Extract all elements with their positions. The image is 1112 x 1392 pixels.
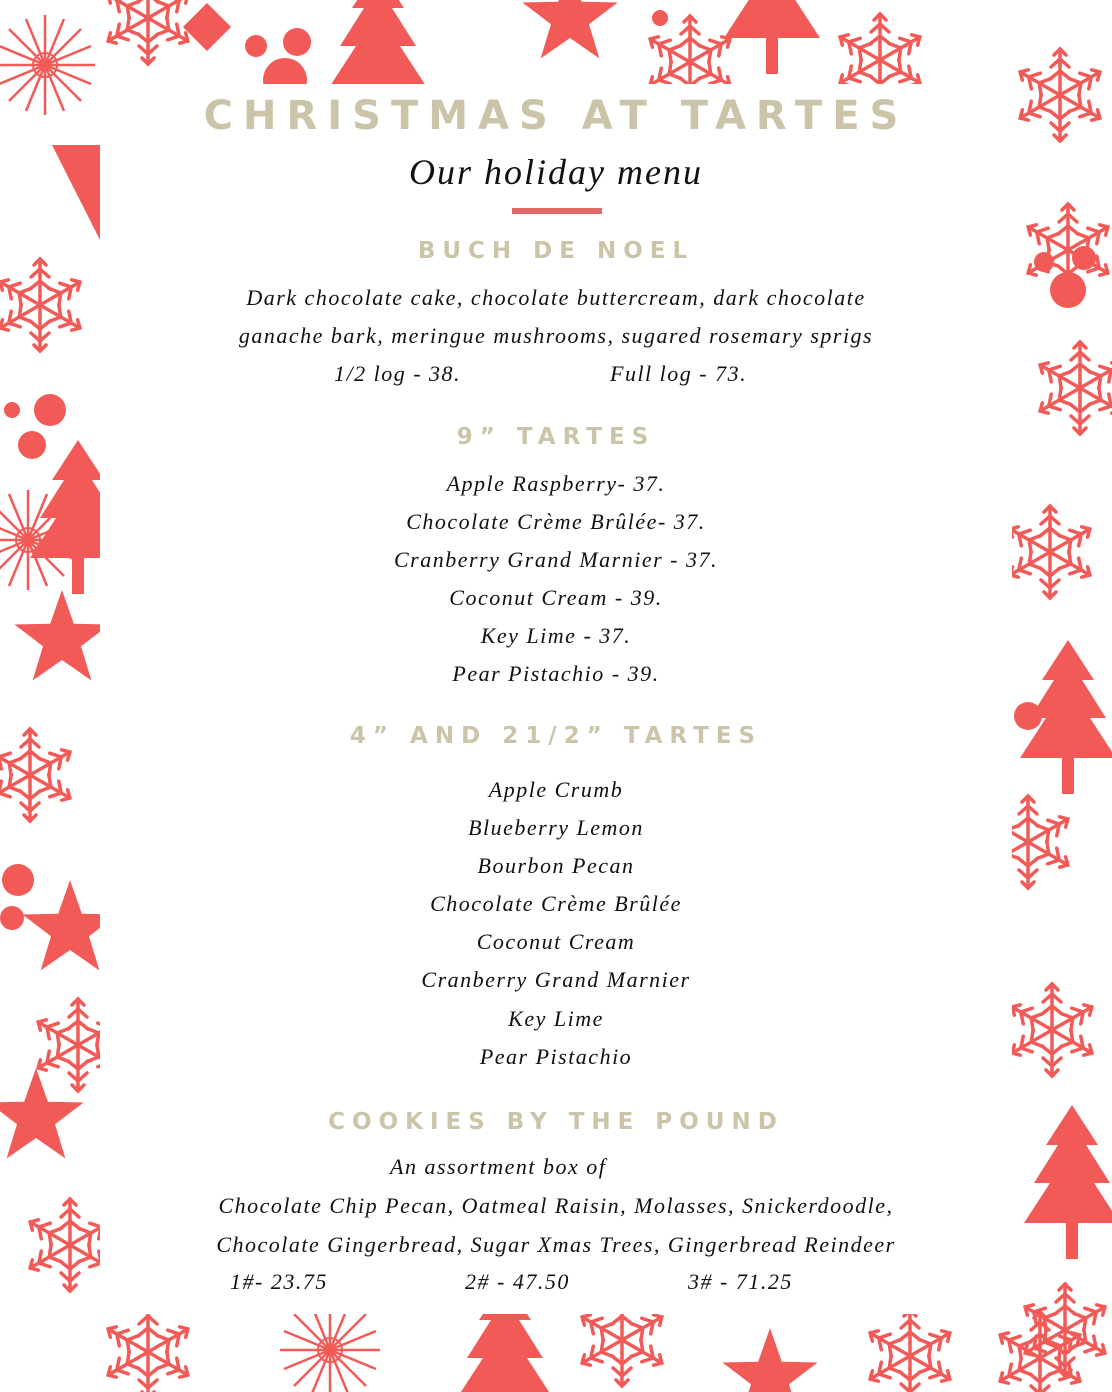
menu-item: Chocolate Crème Brûlée	[430, 891, 682, 916]
section-heading-9-inch-tartes: 9” TARTES	[456, 424, 656, 450]
price-3-pound: 3# - 71.25	[688, 1269, 793, 1294]
menu-item: Blueberry Lemon	[468, 815, 644, 840]
menu-title: CHRISTMAS AT TARTES	[203, 93, 909, 139]
menu-item: Apple Crumb	[488, 777, 624, 802]
menu-item: Coconut Cream	[476, 929, 636, 954]
menu-item: Key Lime - 37.	[480, 623, 632, 648]
menu-item: Chocolate Crème Brûlée- 37.	[406, 509, 706, 534]
menu-item: Cranberry Grand Marnier	[421, 967, 691, 992]
menu-item: Cranberry Grand Marnier - 37.	[394, 547, 718, 572]
menu-line: Dark chocolate cake, chocolate buttercream, dark chocolate	[246, 285, 866, 310]
divider-rule	[512, 208, 602, 214]
menu-line: Chocolate Chip Pecan, Oatmeal Raisin, Molasses, Snickerdoodle,	[218, 1193, 894, 1218]
price-full-log: Full log - 73.	[610, 361, 748, 386]
menu-item: Coconut Cream - 39.	[449, 585, 663, 610]
section-heading-cookies: COOKIES BY THE POUND	[328, 1109, 784, 1135]
menu-line: An assortment box of	[390, 1154, 607, 1179]
menu-item: Pear Pistachio - 39.	[452, 661, 660, 686]
menu-line: Chocolate Gingerbread, Sugar Xmas Trees, Gingerbread Reindeer	[216, 1232, 896, 1257]
menu-item: Key Lime	[508, 1006, 604, 1031]
section-heading-buch-de-noel: BUCH DE NOEL	[417, 238, 695, 264]
menu-item: Pear Pistachio	[479, 1044, 633, 1069]
price-2-pound: 2# - 47.50	[465, 1269, 570, 1294]
section-heading-small-tartes: 4” AND 21/2” TARTES	[349, 723, 763, 749]
menu-item: Apple Raspberry- 37.	[446, 471, 666, 496]
price-half-log: 1/2 log - 38.	[334, 361, 462, 386]
price-1-pound: 1#- 23.75	[230, 1269, 328, 1294]
menu-line: ganache bark, meringue mushrooms, sugared rosemary sprigs	[238, 323, 874, 348]
menu-subtitle: Our holiday menu	[409, 152, 703, 192]
menu-item: Bourbon Pecan	[477, 853, 635, 878]
